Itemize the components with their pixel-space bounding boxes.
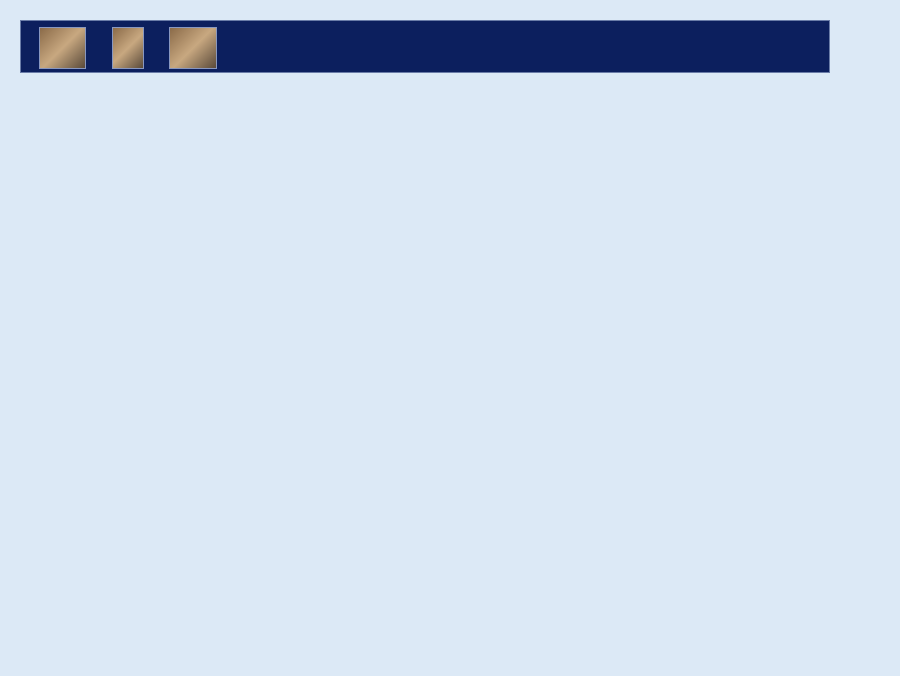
title-banner xyxy=(20,20,830,73)
photo-laptop xyxy=(39,27,86,69)
photo-student-materials xyxy=(169,27,217,69)
photo-student-lab xyxy=(112,27,144,69)
